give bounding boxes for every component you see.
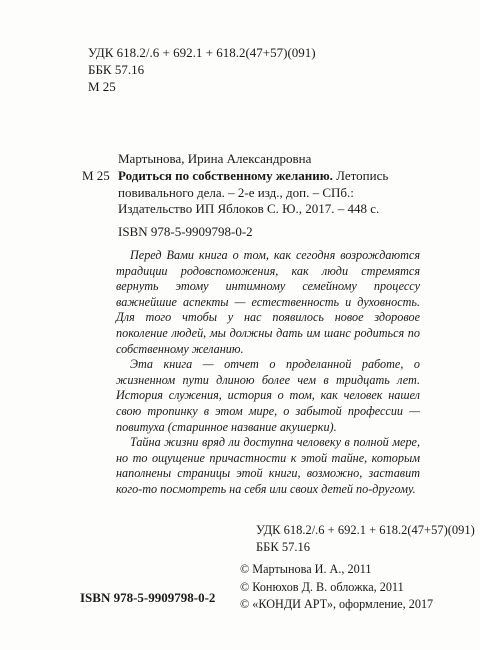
annotation-paragraph: Тайна жизни вряд ли доступна человеку в полной мере, но то ощущение причастности к этой тайне, которым наполнены страницы этой книги, возможно, заставит кого-то посмотреть на себя или своих детей по-другому. [116,435,420,496]
copyright-line: © Мартынова И. А., 2011 [240,562,372,576]
bbk-code: ББК 57.16 [256,540,310,554]
udk-code: УДК 618.2/.6 + 692.1 + 618.2(47+57)(091) [256,523,475,537]
annotation-paragraph: Перед Вами книга о том, как сегодня возрождаются традиции родовспоможения, как люди стремятся вернуть этому интимному семейному процессу важнейшие аспекты — естественность и духовность. Для того чтобы у нас появилось новое здоровое поколение людей, мы должны дать им шанс родиться по собственному желанию. [116,248,420,356]
author-sign: М 25 [88,79,116,94]
copyright-line: © «КОНДИ АРТ», оформление, 2017 [240,597,434,611]
classification-codes-top [88,44,316,95]
catalog-author-sign: М 25 [82,168,110,183]
copyright-block [240,561,433,614]
show-through-text [80,486,85,509]
catalog-author: Мартынова, Ирина Александровна [118,151,312,166]
catalog-entry [118,168,418,218]
classification-codes-bottom [256,522,475,556]
show-through-text [90,432,105,491]
bbk-code: ББК 57.16 [88,62,145,77]
book-title: Родиться по собственному желанию. [118,168,333,183]
book-description: Летопись повивального дела. – 2-е изд., доп. – СПб.: Издательство ИП Яблоков С. Ю., 2017. – 448 с. [118,168,389,216]
annotation [116,248,420,498]
udk-code: УДК 618.2/.6 + 692.1 + 618.2(47+57)(091) [88,45,316,60]
copyright-line: © Конюхов Д. В. обложка, 2011 [240,579,404,594]
isbn: ISBN 978-5-9909798-0-2 [80,590,216,605]
catalog-isbn: ISBN 978-5-9909798-0-2 [118,224,253,239]
annotation-paragraph: Эта книга — отчет о проделанной работе, о жизненном пути длиною более чем в тридцать лет. История служения, история о том, как человек нашел свою тропинку в этом мире, о забытой профессии — повитуха (старинное название акушерки). [116,357,420,434]
